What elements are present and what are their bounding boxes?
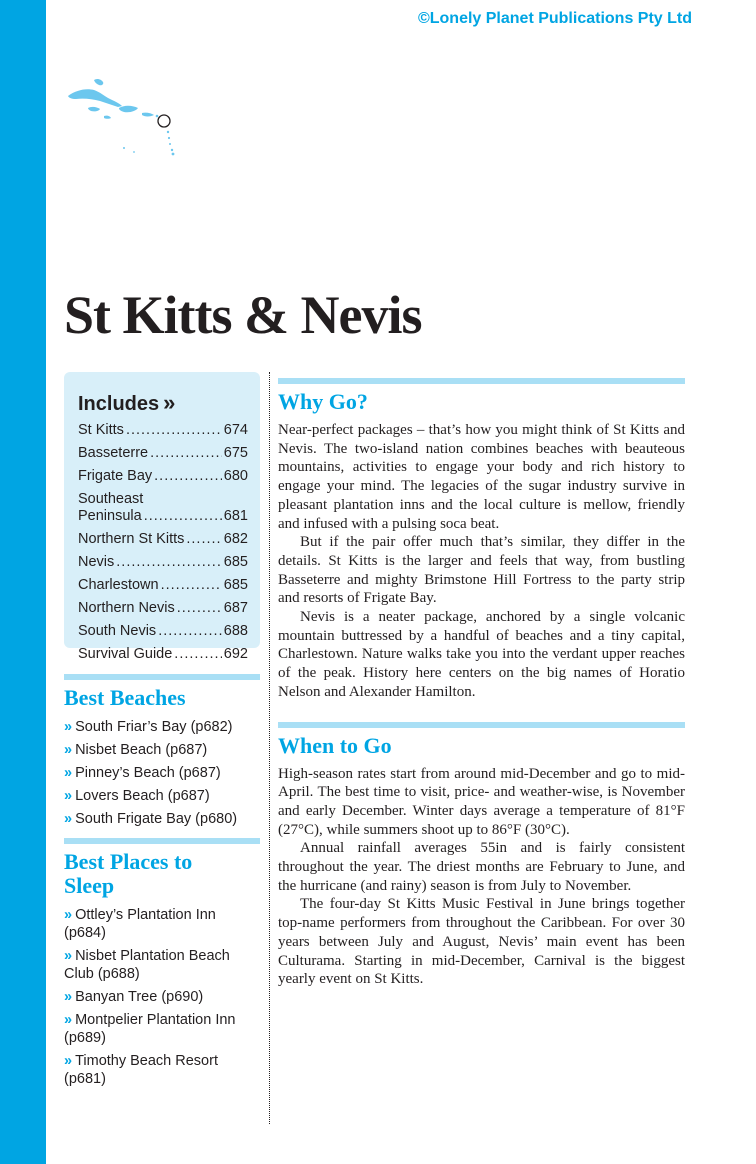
list-item[interactable]	[64, 947, 260, 983]
best-sleep-section	[64, 838, 260, 1088]
toc-item-name: Nevis	[78, 554, 115, 570]
list-item-text: South Friar’s Bay (p682)	[75, 719, 233, 735]
includes-heading-text: Includes	[78, 393, 160, 415]
list-item[interactable]	[64, 1052, 260, 1088]
list-item-text: Banyan Tree (p690)	[75, 989, 204, 1005]
list-item-text: South Frigate Bay (p680)	[75, 811, 238, 827]
best-sleep-heading: Best Places to Sleep	[64, 849, 193, 898]
list-item[interactable]	[64, 810, 260, 828]
toc-item-northern-st-kitts[interactable]	[78, 531, 248, 548]
toc-item-page: 674	[223, 422, 248, 438]
list-item[interactable]	[64, 906, 260, 942]
best-sleep-list	[64, 906, 260, 1088]
chevron-double-right-icon: »	[64, 765, 73, 781]
list-item[interactable]	[64, 718, 260, 736]
why-go-section	[278, 378, 685, 702]
chevron-double-right-icon: »	[64, 719, 73, 735]
best-beaches-section	[64, 674, 260, 828]
page-title: St Kitts & Nevis	[64, 285, 422, 345]
section-rule	[64, 838, 260, 844]
includes-box	[64, 372, 260, 662]
column-divider	[269, 372, 270, 1124]
list-item-text: Nisbet Plantation Beach Club (p688)	[64, 948, 230, 982]
includes-toc-list	[78, 422, 248, 663]
toc-item-southeast-peninsula[interactable]	[78, 491, 248, 525]
list-item[interactable]	[64, 988, 260, 1006]
toc-item-northern-nevis[interactable]	[78, 600, 248, 617]
toc-item-name: Survival Guide	[78, 646, 173, 662]
caribbean-locator-map-icon	[64, 72, 189, 160]
toc-item-page: 681	[223, 508, 248, 524]
copyright-notice: ©Lonely Planet Publications Pty Ltd	[417, 10, 692, 27]
body-paragraph: Nevis is a neater package, anchored by a single volcanic mountain buttressed by a handful of beaches and a tiny capital, Charlestown. Nature walks take you into the verdant upper reaches of the peak. History here centers on the big names of Horatio Nelson and Alexander Hamilton.	[278, 609, 685, 700]
chevron-double-right-icon: »	[64, 907, 73, 923]
toc-item-south-nevis[interactable]	[78, 623, 248, 640]
includes-heading	[78, 390, 248, 416]
list-item-text: Montpelier Plantation Inn (p689)	[64, 1012, 236, 1046]
body-paragraph: Near-perfect packages – that’s how you might think of St Kitts and Nevis. The two-island nation combines beaches with beauteous mountains, activities to engage your body and rich history to engage your mind. The legacies of the sugar industry survive in pleasant plantation inns and the local culture is mellow, friendly and infused with a pulsing soca beat.	[278, 422, 685, 532]
toc-item-name: St Kitts	[78, 422, 124, 438]
when-to-go-heading: When to Go	[278, 732, 392, 758]
toc-item-name: Charlestown	[78, 577, 159, 593]
body-paragraph: The four-day St Kitts Music Festival in June brings together top-name performers from throughout the Caribbean. For over 30 years between July and August, Nevis’ main event has been Culturama. Starting in mid-December, Carnival is the biggest yearly event on St Kitts.	[278, 896, 685, 988]
why-go-heading: Why Go?	[278, 389, 368, 414]
list-item-text: Pinney’s Beach (p687)	[75, 765, 221, 781]
toc-item-name: Northern St Kitts	[78, 531, 185, 547]
best-beaches-heading: Best Beaches	[64, 685, 186, 710]
list-item-text: Ottley’s Plantation Inn (p684)	[64, 907, 216, 941]
toc-item-page: 688	[223, 623, 248, 639]
left-sidebar-column	[64, 372, 260, 1093]
body-paragraph: Annual rainfall averages 55in and is fairly consistent throughout the year. The driest months are February to June, and the hurricane (and rainy) season is from July to November.	[278, 840, 685, 894]
toc-item-page: 685	[223, 577, 248, 593]
toc-item-name-line1: Southeast	[78, 491, 144, 507]
chevron-double-right-icon: »	[64, 742, 73, 758]
toc-item-name: Northern Nevis	[78, 600, 175, 616]
section-rule	[278, 722, 685, 728]
chevron-double-right-icon: »	[64, 989, 73, 1005]
chevron-double-right-icon: »	[163, 390, 176, 415]
list-item-text: Lovers Beach (p687)	[75, 788, 210, 804]
toc-item-survival-guide[interactable]	[78, 646, 248, 663]
body-paragraph: High-season rates start from around mid-December and go to mid-April. The best time to visit, price- and weather-wise, is November and early December. Winter days average a temperature of 81°F (27°C), while summers shoot up to 86°F (30°C).	[278, 765, 685, 838]
toc-item-page: 675	[223, 445, 248, 461]
best-beaches-list	[64, 718, 260, 828]
chevron-double-right-icon: »	[64, 948, 73, 964]
chevron-double-right-icon: »	[64, 1053, 73, 1069]
list-item[interactable]	[64, 741, 260, 759]
when-to-go-section	[278, 722, 685, 989]
toc-item-name: Peninsula	[78, 508, 142, 524]
list-item-text: Timothy Beach Resort (p681)	[64, 1053, 218, 1087]
list-item[interactable]	[64, 764, 260, 782]
section-rule	[278, 378, 685, 384]
toc-item-name: South Nevis	[78, 623, 157, 639]
toc-item-nevis[interactable]	[78, 554, 248, 571]
chevron-double-right-icon: »	[64, 811, 73, 827]
toc-item-basseterre[interactable]	[78, 445, 248, 462]
toc-item-page: 682	[223, 531, 248, 547]
toc-item-page: 680	[223, 468, 248, 484]
toc-item-charlestown[interactable]	[78, 577, 248, 594]
blue-sidebar-bar	[0, 0, 46, 1164]
chevron-double-right-icon: »	[64, 1012, 73, 1028]
toc-item-frigate-bay[interactable]	[78, 468, 248, 485]
toc-item-page: 692	[223, 646, 248, 662]
body-paragraph: But if the pair offer much that’s similar, they differ in the details. St Kitts is the larger and feels that way, from bustling Basseterre and mighty Brimstone Hill Fortress to the party strip and resorts of Frigate Bay.	[278, 534, 685, 607]
toc-item-page: 685	[223, 554, 248, 570]
toc-item-page: 687	[223, 600, 248, 616]
toc-item-st-kitts[interactable]	[78, 422, 248, 439]
list-item[interactable]	[64, 787, 260, 805]
list-item-text: Nisbet Beach (p687)	[75, 742, 208, 758]
chevron-double-right-icon: »	[64, 788, 73, 804]
toc-item-name: Basseterre	[78, 445, 149, 461]
list-item[interactable]	[64, 1011, 260, 1047]
toc-item-name: Frigate Bay	[78, 468, 153, 484]
section-rule	[64, 674, 260, 680]
main-text-column	[278, 378, 685, 989]
